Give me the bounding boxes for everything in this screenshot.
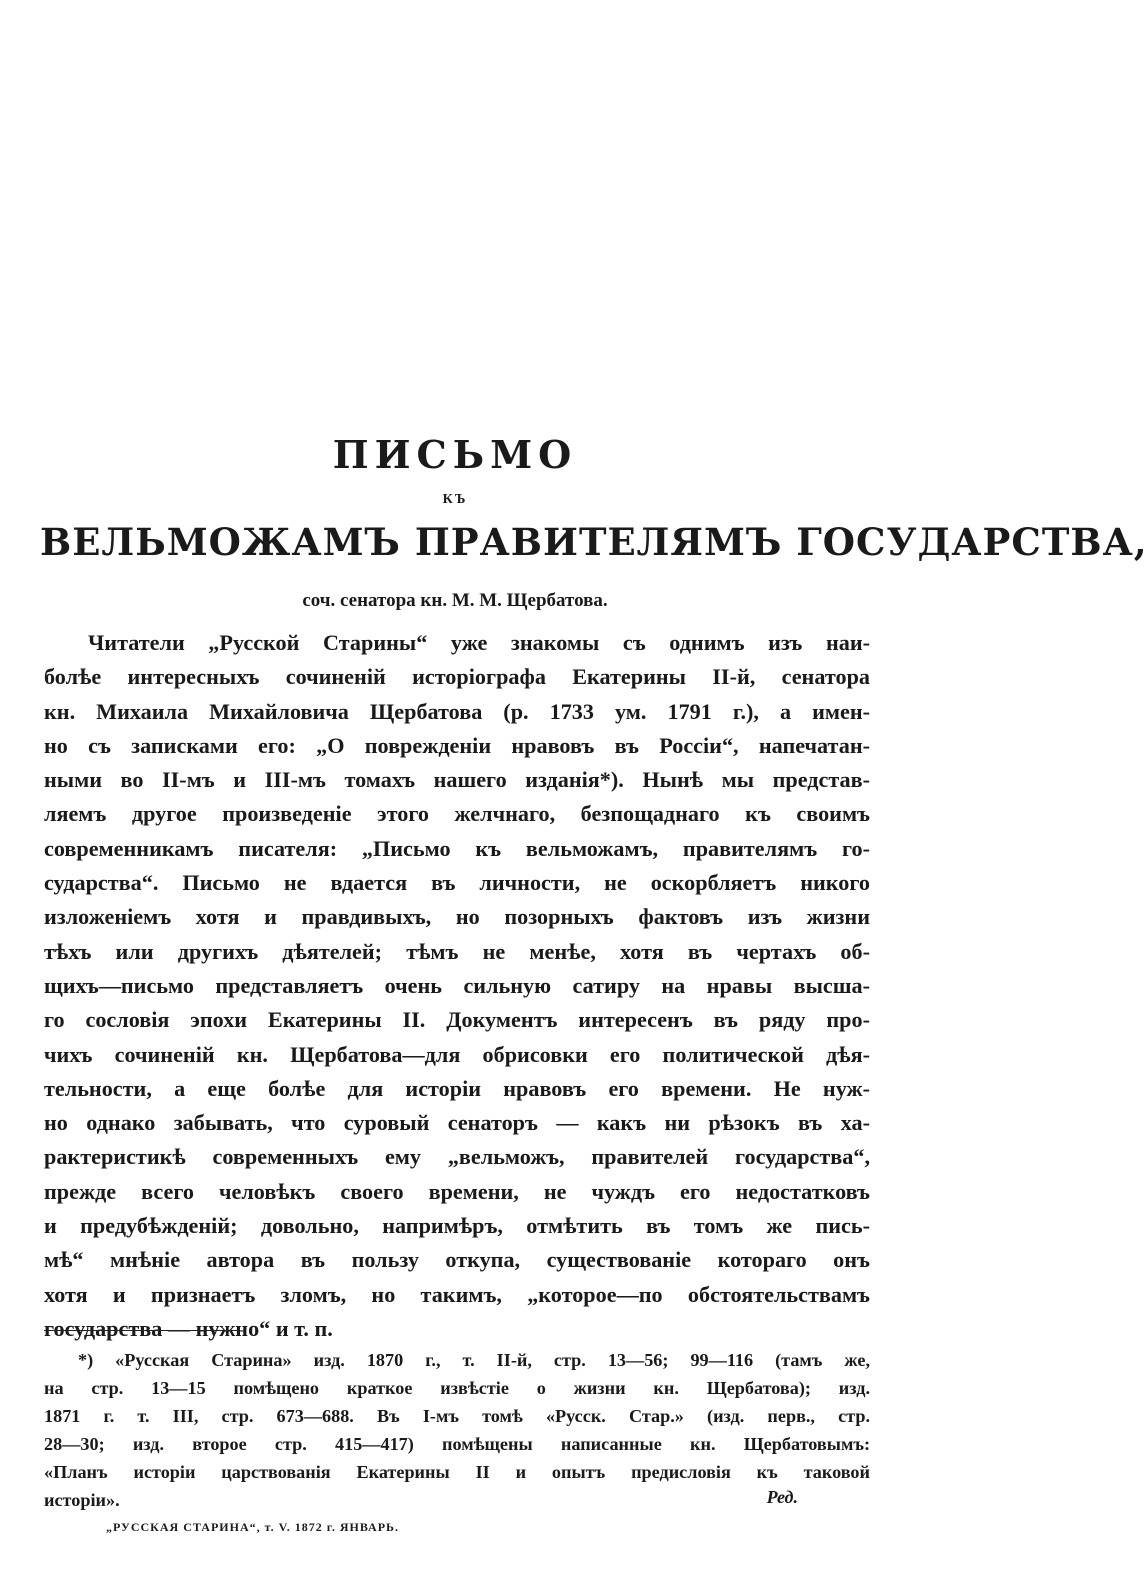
footnote-line: 1871 г. т. III, стр. 673—688. Въ I-мъ томѣ «Русск. Стар.» (изд. перв., стр. xyxy=(44,1406,870,1426)
body-line: изложеніемъ хотя и правдивыхъ, но позорныхъ фактовъ изъ жизни xyxy=(44,904,870,930)
title-preposition: КЪ xyxy=(442,492,468,507)
footnote-divider xyxy=(44,1330,239,1331)
body-line: но съ записками его: „О поврежденіи нравовъ въ Россіи“, напечатан- xyxy=(44,732,870,758)
author-byline: соч. сенатора кн. М. М. Щербатова. xyxy=(302,590,608,611)
body-line: ными во II-мъ и III-мъ томахъ нашего изданія*). Нынѣ мы представ- xyxy=(44,767,870,793)
footnote-line: на стр. 13—15 помѣщено краткое извѣстіе о жизни кн. Щербатова); изд. xyxy=(44,1378,870,1398)
body-line: государства — нужно“ и т. п. xyxy=(44,1315,333,1341)
body-line: рактеристикѣ современныхъ ему „вельможъ, правителей государства“, xyxy=(44,1144,870,1170)
footnote-line: исторіи». xyxy=(44,1490,120,1510)
body-line: щихъ—письмо представляетъ очень сильную сатиру на нравы высша- xyxy=(44,972,870,998)
body-line: Читатели „Русской Старины“ уже знакомы съ однимъ изъ наи- xyxy=(88,630,870,655)
page-footer: „РУССКАЯ СТАРИНА“, т. V. 1872 г. ЯНВАРЬ. xyxy=(106,1520,399,1534)
page-title: ПИСЬМО xyxy=(332,432,578,477)
body-line: ляемъ другое произведеніе этого желчнаго, безпощаднаго къ своимъ xyxy=(44,801,870,827)
footnote-line: «Планъ исторіи царствованія Екатерины II и опытъ предисловія къ таковой xyxy=(44,1462,870,1482)
body-line: тельности, а еще болѣе для исторіи нравовъ его времени. Не нуж- xyxy=(44,1075,870,1101)
body-text xyxy=(44,626,870,1346)
footnote-line: *) «Русская Старина» изд. 1870 г., т. II-й, стр. 13—56; 99—116 (тамъ же, xyxy=(78,1350,870,1370)
page-subtitle: ВЕЛЬМОЖАМЪ ПРАВИТЕЛЯМЪ ГОСУДАРСТВА, xyxy=(40,520,1148,564)
body-line: чихъ сочиненій кн. Щербатова—для обрисовки его политической дѣя- xyxy=(44,1041,870,1067)
body-line: сударства“. Письмо не вдается въ личности, не оскорбляетъ никого xyxy=(44,870,870,896)
body-line: болѣе интересныхъ сочиненій исторіографа Екатерины II-й, сенатора xyxy=(44,664,870,690)
body-line: мѣ“ мнѣніе автора въ пользу откупа, существованіе котораго онъ xyxy=(44,1247,870,1273)
body-line: но однако забывать, что суровый сенаторъ — какъ ни рѣзокъ въ ха- xyxy=(44,1110,870,1136)
footnote-line: 28—30; изд. второе стр. 415—417) помѣщены написанные кн. Щербатовымъ: xyxy=(44,1434,870,1454)
footnote xyxy=(44,1346,870,1514)
body-line: кн. Михаила Михайловича Щербатова (р. 1733 ум. 1791 г.), а имен- xyxy=(44,698,870,724)
body-line: го сословія эпохи Екатерины II. Документъ интересенъ въ ряду про- xyxy=(44,1007,870,1033)
body-line: хотя и признаетъ зломъ, но такимъ, „которое—по обстоятельствамъ xyxy=(44,1281,870,1307)
editor-signature: Ред. xyxy=(766,1487,798,1507)
body-line: современникамъ писателя: „Письмо къ вельможамъ, правителямъ го- xyxy=(44,835,870,861)
body-line: прежде всего человѣкъ своего времени, не чуждъ его недостатковъ xyxy=(44,1178,870,1204)
body-line: и предубѣжденій; довольно, напримѣръ, отмѣтить въ томъ же пись- xyxy=(44,1213,870,1239)
body-line: тѣхъ или другихъ дѣятелей; тѣмъ не менѣе, хотя въ чертахъ об- xyxy=(44,938,870,964)
